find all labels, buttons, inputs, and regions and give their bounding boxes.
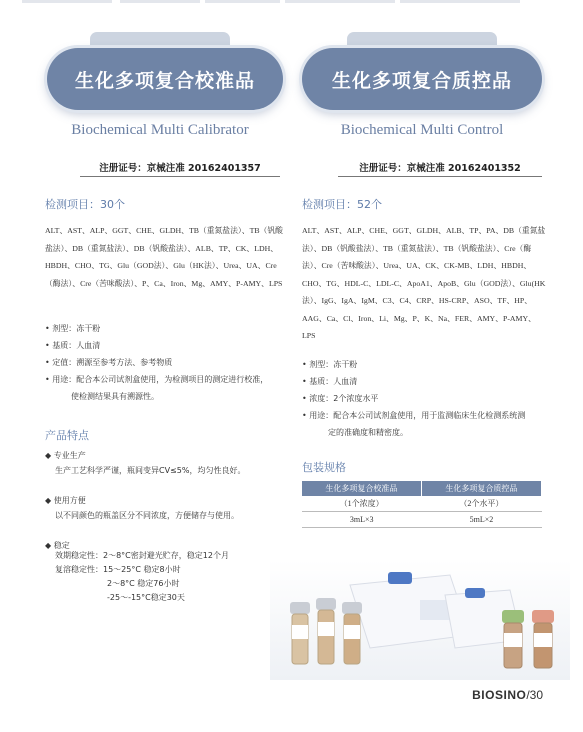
top-rule (400, 0, 520, 3)
title-tab-decoration (347, 32, 497, 46)
product-photo (270, 560, 570, 680)
packaging-heading: 包装规格 (302, 461, 346, 474)
vial (316, 598, 336, 664)
packaging-cell: 5mL×2 (421, 512, 541, 528)
top-rule (285, 0, 395, 3)
packaging-table (302, 481, 542, 528)
calibrator-title: 生化多项复合校准品 (47, 48, 283, 110)
table-row (302, 512, 542, 528)
feature-professional-body: 生产工艺科学严谨，瓶间变异CV≤5%，均匀性良好。 (55, 465, 246, 475)
packaging-cell: （2个水平） (421, 496, 541, 512)
stability-reconst-2: 2～8°C 稳定76小时 (107, 579, 180, 588)
stability-reconst-1: 复溶稳定性：15～25°C 稳定8小时 (55, 565, 181, 574)
packaging-cell: （1个浓度） (302, 496, 421, 512)
vial (290, 602, 310, 664)
feature-professional-heading: ◆ 专业生产 (45, 451, 86, 460)
calibrator-english-title: Biochemical Multi Calibrator (71, 122, 249, 138)
top-rule (22, 0, 112, 3)
calibrator-items-heading: 检测项目：30个 (45, 198, 125, 211)
spec-dosage: • 剂型：冻干粉 (302, 360, 358, 369)
packaging-header-control: 生化多项复合质控品 (421, 481, 541, 496)
stability-reconst-3: -25～-15°C稳定30天 (107, 593, 185, 602)
spec-usage-cont: 定的准确度和精密度。 (328, 428, 408, 437)
feature-convenient-heading: ◆ 使用方便 (45, 496, 86, 505)
page-number: /30 (526, 688, 543, 702)
spec-matrix: • 基质：人血清 (45, 341, 101, 350)
packaging-header-calibrator: 生化多项复合校准品 (302, 481, 421, 496)
control-specs (302, 356, 552, 441)
feature-convenient-body: 以不同颜色的瓶盖区分不同浓度，方便储存与使用。 (55, 510, 239, 520)
top-rule (205, 0, 280, 3)
control-items-list: ALT、AST、ALP、CHE、GGT、GLDH、ALB、TP、PA、DB（重氮盐法）、DB（钒酸盐法）、TB（重氮盐法）、TB（钒酸盐法）、Cre（酶法）、Cre（苦味酸法）、Urea、UA、CK、CK-MB、LDH、HBDH、CHO、TG、HDL-C、LDL-C、ApoA1、ApoB、Glu（GOD法）、Glu(HK法）、IgG、IgA、IgM、C3、C4、CRP、HS-CRP、ASO、TF、HP、AAG、Ca、Cl、Iron、Li、Mg、P、K、Na、FER、AMY、P-AMY、LPS (302, 226, 546, 340)
spec-value: • 定值：溯源至参考方法、参考物质 (45, 358, 173, 367)
calibrator-registration: 注册证号：京械注准 20162401357 (80, 160, 280, 177)
packaging-header-row (302, 481, 542, 496)
features-list (45, 449, 290, 554)
spec-dosage: • 剂型：冻干粉 (45, 324, 101, 333)
stability-lines (55, 549, 229, 605)
vial (342, 602, 362, 664)
table-row (302, 496, 542, 512)
calibrator-specs (45, 320, 290, 405)
control-title: 生化多项复合质控品 (302, 48, 542, 110)
page-footer (472, 688, 543, 702)
top-rule (120, 0, 200, 3)
stability-shelf: 效期稳定性：2～8°C密封避光贮存，稳定12个月 (55, 551, 229, 560)
brand-logo-text: BIOSINO (472, 688, 527, 702)
control-items-heading: 检测项目：52个 (302, 198, 382, 211)
control-english-title: Biochemical Multi Control (340, 122, 504, 138)
title-tab-decoration (90, 32, 230, 46)
vial-green-cap (502, 610, 524, 668)
calibrator-items-list: ALT、AST、ALP、GGT、CHE、GLDH、TB（重氮盐法）、TB（钒酸盐法）、DB（重氮盐法）、DB（钒酸盐法）、ALB、TP、CK、LDH、HBDH、CHO、TG、Glu（GOD法）、Glu（HK法）、Urea、UA、Cre（酶法）、Cre（苦味酸法）、P、Ca、Iron、Mg、AMY、P-AMY、LPS (45, 226, 283, 288)
spec-usage: • 用途：配合本公司试剂盒使用，为检测项目的测定进行校准， (45, 375, 269, 384)
features-heading: 产品特点 (45, 429, 89, 442)
control-registration: 注册证号：京械注准 20162401352 (338, 160, 542, 177)
feature-stable-heading: ◆ 稳定 (45, 541, 70, 550)
spec-usage: • 用途：配合本公司试剂盒使用，用于监测临床生化检测系统测 (302, 411, 526, 420)
spec-matrix: • 基质：人血清 (302, 377, 358, 386)
vial-red-cap (532, 610, 554, 668)
packaging-cell: 3mL×3 (302, 512, 421, 528)
spec-usage-cont: 使检测结果具有溯源性。 (71, 392, 159, 401)
spec-concentration: • 浓度：2个浓度水平 (302, 394, 379, 403)
